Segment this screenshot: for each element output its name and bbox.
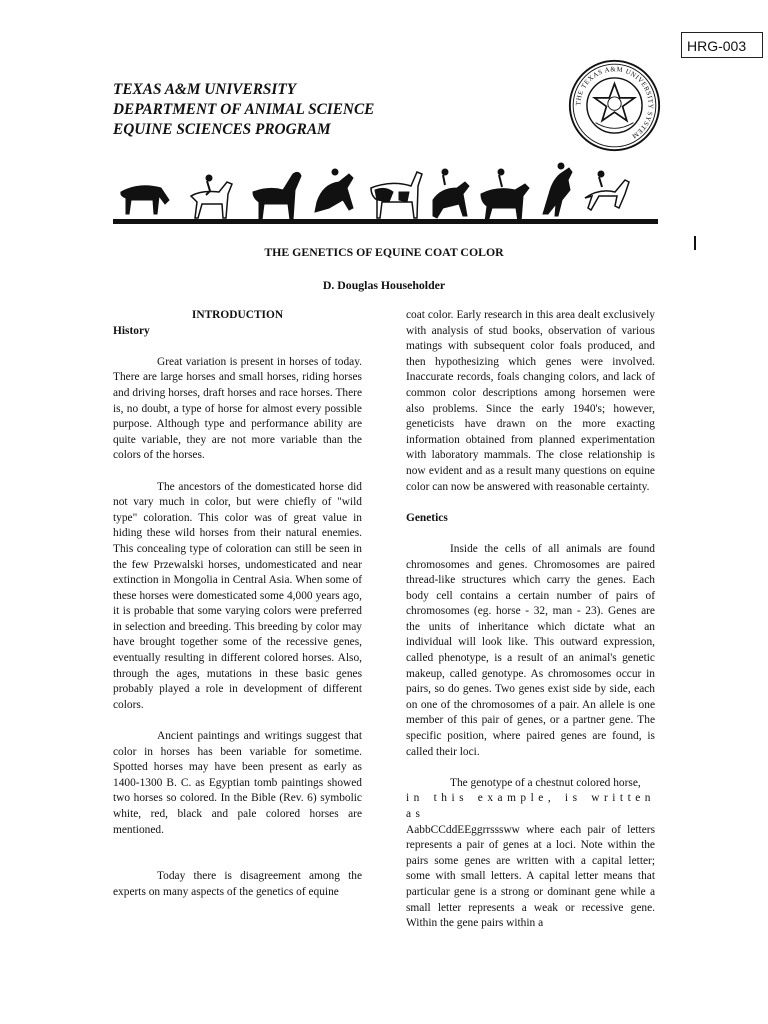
- paragraph-line: The genotype of a chestnut colored horse,: [450, 776, 641, 789]
- university-seal-icon: [567, 58, 662, 153]
- document-title: THE GENETICS OF EQUINE COAT COLOR: [264, 245, 504, 259]
- section-heading-introduction: INTRODUCTION: [191, 309, 284, 321]
- paragraph: Today there is disagreement among the experts on many aspects of the genetics of equine: [113, 870, 362, 898]
- horse-reining-icon: [315, 169, 353, 212]
- document-id-box: HRG-003: [681, 32, 763, 58]
- horse-paint-icon: [371, 172, 422, 218]
- institution-header: [113, 80, 374, 140]
- paragraph: coat color. Early research in this area dealt exclusively with analysis of stud books, observation of various matings with subsequent color foals produced, and then hypothesizing which genes were involved. Inaccurate records, foals changing colors, and lack of common color descriptions among horsemen were also problems. Since the early 1940's; however, geneticists have drawn on the more exacting information obtained from planned experimentation with laboratory mammals. The close relationship is now evident and as a result many questions on equine color can now be answered with reasonable certainty.: [406, 309, 655, 493]
- horse-rearing-icon: [543, 163, 572, 216]
- paragraph: Great variation is present in horses of today. There are large horses and small horses, riding horses and driving horses, draft horses and race horses. There is, no doubt, a type of horse for almost every possible purpose. Although type and performance ability are quite variable, they are not more variable than the colors of the horses.: [113, 355, 362, 462]
- horse-trail-rider-icon: [481, 169, 529, 222]
- subheading-genetics: Genetics: [406, 511, 448, 524]
- department-name: DEPARTMENT OF ANIMAL SCIENCE: [113, 101, 375, 118]
- paragraph: The ancestors of the domesticated horse did not vary much in color, but were chiefly of "wild type" coloration. This color was of great value in hiding these wild horses from their natural enemies. This concealing type of coloration can still be seen in the few Przewalski horses, undomesticated and near extinction in Mongolia in Central Asia. When some of these horses were domesticated some 4,000 years ago, it is probable that some varying colors were preferred in selection and breeding. This breeding by color may have brought together some of the recessive genes, eventually resulting in different colored horses. Also, through the ages, mutations in these basic genes probably played a role in development of different colors.: [113, 480, 362, 711]
- horse-standing-icon: [253, 172, 301, 220]
- right-column: [406, 308, 655, 932]
- horse-grazing-icon: [121, 186, 169, 214]
- paragraph: AabbCCddEEggrrsssww where each pair of letters represents a pair of genes at a loci. Note within the pairs some genes are written with a capital letter; some with small letters. A capital letter means that particular gene is a strong or dominant gene while a small letter represents a weak or recessive gene. Within the gene pairs within a: [406, 823, 655, 930]
- horse-cutting-icon: [433, 169, 469, 218]
- subheading-history: History: [113, 324, 150, 337]
- paragraph-line: in this example, is written as: [406, 792, 655, 820]
- author-name: D. Douglas Householder: [322, 278, 446, 292]
- university-name: TEXAS A&M UNIVERSITY: [113, 81, 297, 98]
- paragraph: Inside the cells of all animals are found chromosomes and genes. Chromosomes are paired thread-like structures which carry the genes. Each body cell contains a certain number of pairs of chromosomes (eg. horse - 32, man - 23). Genes are the units of inheritance which dictate what an individual will look like. This outward expression, called phenotype, is a result of an animal's genetic makeup, called genotype. As chromosomes occur in pairs, so do genes. Two genes exist side by side, each on one of the chromosomes of a pair. An allele is one member of this pair of genes, or a partner gene. The specific position, where paired genes are found, is called their loci.: [406, 542, 655, 758]
- left-column: [113, 308, 362, 900]
- horse-rider-icon: [191, 175, 232, 218]
- svg-text:THE TEXAS A&M UNIVERSITY SYSTE: THE TEXAS A&M UNIVERSITY SYSTEM: [575, 66, 654, 140]
- horse-jumping-icon: [585, 171, 629, 210]
- program-name: EQUINE SCIENCES PROGRAM: [113, 121, 331, 138]
- paragraph: Ancient paintings and writings suggest that color in horses has been variable for sometime. Spotted horses may have been present as early as 1400-1300 B. C. as Egyptian tomb paintings showed two horses so colored. In the Bible (Rev. 6) symbolic white, red, black and pale colored horses are mentioned.: [113, 730, 362, 836]
- banner-ground-line: [113, 219, 658, 224]
- horse-silhouettes-banner: [113, 162, 658, 226]
